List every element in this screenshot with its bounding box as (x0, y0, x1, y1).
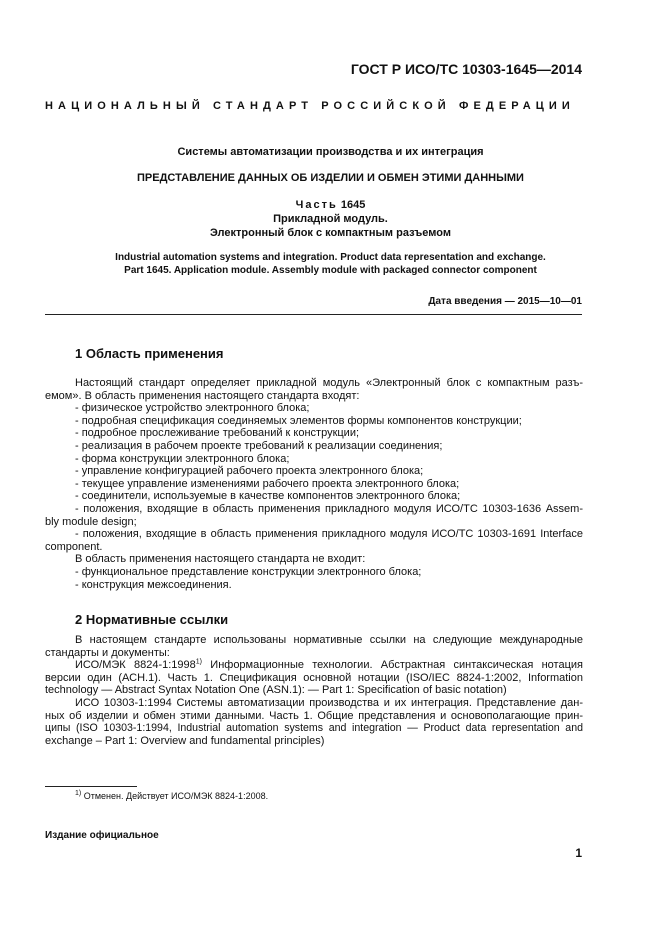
reference-line: ИСО 10303-1:1994 Системы автоматизации производства и их интеграция. Представление дан- (75, 696, 583, 709)
reference-line: exchange – Part 1: Overview and fundamental principles) (45, 734, 325, 747)
list-item: - подробная спецификация соединяемых элементов формы компонентов конструкции; (75, 414, 522, 427)
list-item: - текущее управление изменениями рабочего проекта электронного блока; (75, 477, 460, 490)
title-part-block (0, 198, 661, 240)
footnote-mark: 1) (195, 658, 202, 666)
reference-line: ципы (ISO 10303-1:1994, Industrial automation systems and integration — Product data representation and (45, 722, 583, 735)
title-module: Прикладной модуль. (273, 213, 388, 225)
list-item: - функциональное представление конструкции электронного блока; (75, 565, 422, 578)
part-number: 1645 (340, 199, 366, 211)
list-item: - физическое устройство электронного блока; (75, 402, 310, 415)
part-label: Часть (295, 199, 338, 211)
page-number: 1 (575, 846, 582, 860)
section-heading-normative-references: 2 Нормативные ссылки (75, 612, 229, 627)
footnote (75, 791, 268, 801)
body-line: емом». В область применения настоящего стандарта входят: (45, 389, 360, 402)
reference-line: версии один (АСН.1). Часть 1. Спецификация основной нотации (ISO/IEC 8824-1:2002, Information (45, 671, 583, 684)
footnote-mark: 1) (75, 790, 82, 797)
body-line: В область применения настоящего стандарта не входит: (75, 553, 366, 566)
title-systems: Системы автоматизации производства и их интеграция (177, 146, 484, 158)
list-item: - положения, входящие в область применения прикладного модуля ИСО/ТС 10303-1636 Assem- (75, 502, 583, 515)
english-title (0, 251, 661, 277)
list-item-continued: component. (45, 540, 103, 553)
body-line: Настоящий стандарт определяет прикладной модуль «Электронный блок с компактным разъ- (75, 377, 583, 389)
section-heading-scope: 1 Область применения (75, 346, 224, 361)
section-body-scope (45, 377, 583, 591)
body-line: стандарты и документы: (45, 646, 170, 659)
english-title-line2: Part 1645. Application module. Assembly module with packaged connector component (124, 265, 537, 276)
list-item: - подробное прослеживание требований к конструкции; (75, 427, 360, 440)
footnote-divider (45, 786, 137, 787)
list-item-continued: bly module design; (45, 515, 137, 528)
national-standard-banner: НАЦИОНАЛЬНЫЙ СТАНДАРТ РОССИЙСКОЙ ФЕДЕРАЦИИ (45, 100, 575, 112)
header-divider (45, 314, 582, 315)
footnote-text: Отменен. Действует ИСО/МЭК 8824-1:2008. (81, 791, 269, 801)
list-item: - конструкция межсоединения. (75, 578, 232, 591)
reference-title: Информационные технологии. Абстрактная синтаксическая нотация (202, 659, 583, 672)
part-line (0, 198, 661, 212)
list-item: - форма конструкции электронного блока; (75, 452, 290, 465)
list-item: - реализация в рабочем проекте требований к реализации соединения; (75, 439, 443, 452)
reference-id: ИСО/МЭК 8824-1:1998 (75, 659, 196, 672)
list-item: - соединители, используемые в качестве компонентов электронного блока; (75, 490, 461, 503)
body-line: В настоящем стандарте использованы нормативные ссылки на следующие международные (75, 634, 583, 646)
english-title-line1: Industrial automation systems and integration. Product data representation and exchange. (115, 252, 546, 263)
title-block: Электронный блок с компактным разъемом (210, 227, 451, 239)
official-edition-label: Издание официальное (45, 830, 159, 841)
section-body-normative-references (45, 634, 583, 747)
reference-line: technology — Abstract Syntax Notation One (ASN.1): — Part 1: Specification of basic notation) (45, 684, 507, 697)
list-item: - управление конфигурацией рабочего проекта электронного блока; (75, 465, 424, 478)
introduction-date: Дата введения — 2015—10—01 (428, 296, 582, 307)
title-representation: ПРЕДСТАВЛЕНИЕ ДАННЫХ ОБ ИЗДЕЛИИ И ОБМЕН ЭТИМИ ДАННЫМИ (137, 172, 524, 184)
reference-line: ных об изделии и обмен этими данными. Часть 1. Общие представления и основополагающие прин- (45, 709, 583, 722)
reference-line (75, 659, 583, 672)
list-item: - положения, входящие в область применения прикладного модуля ИСО/ТС 10303-1691 Interface (75, 528, 583, 541)
standard-code: ГОСТ Р ИСО/ТС 10303-1645—2014 (350, 61, 582, 77)
